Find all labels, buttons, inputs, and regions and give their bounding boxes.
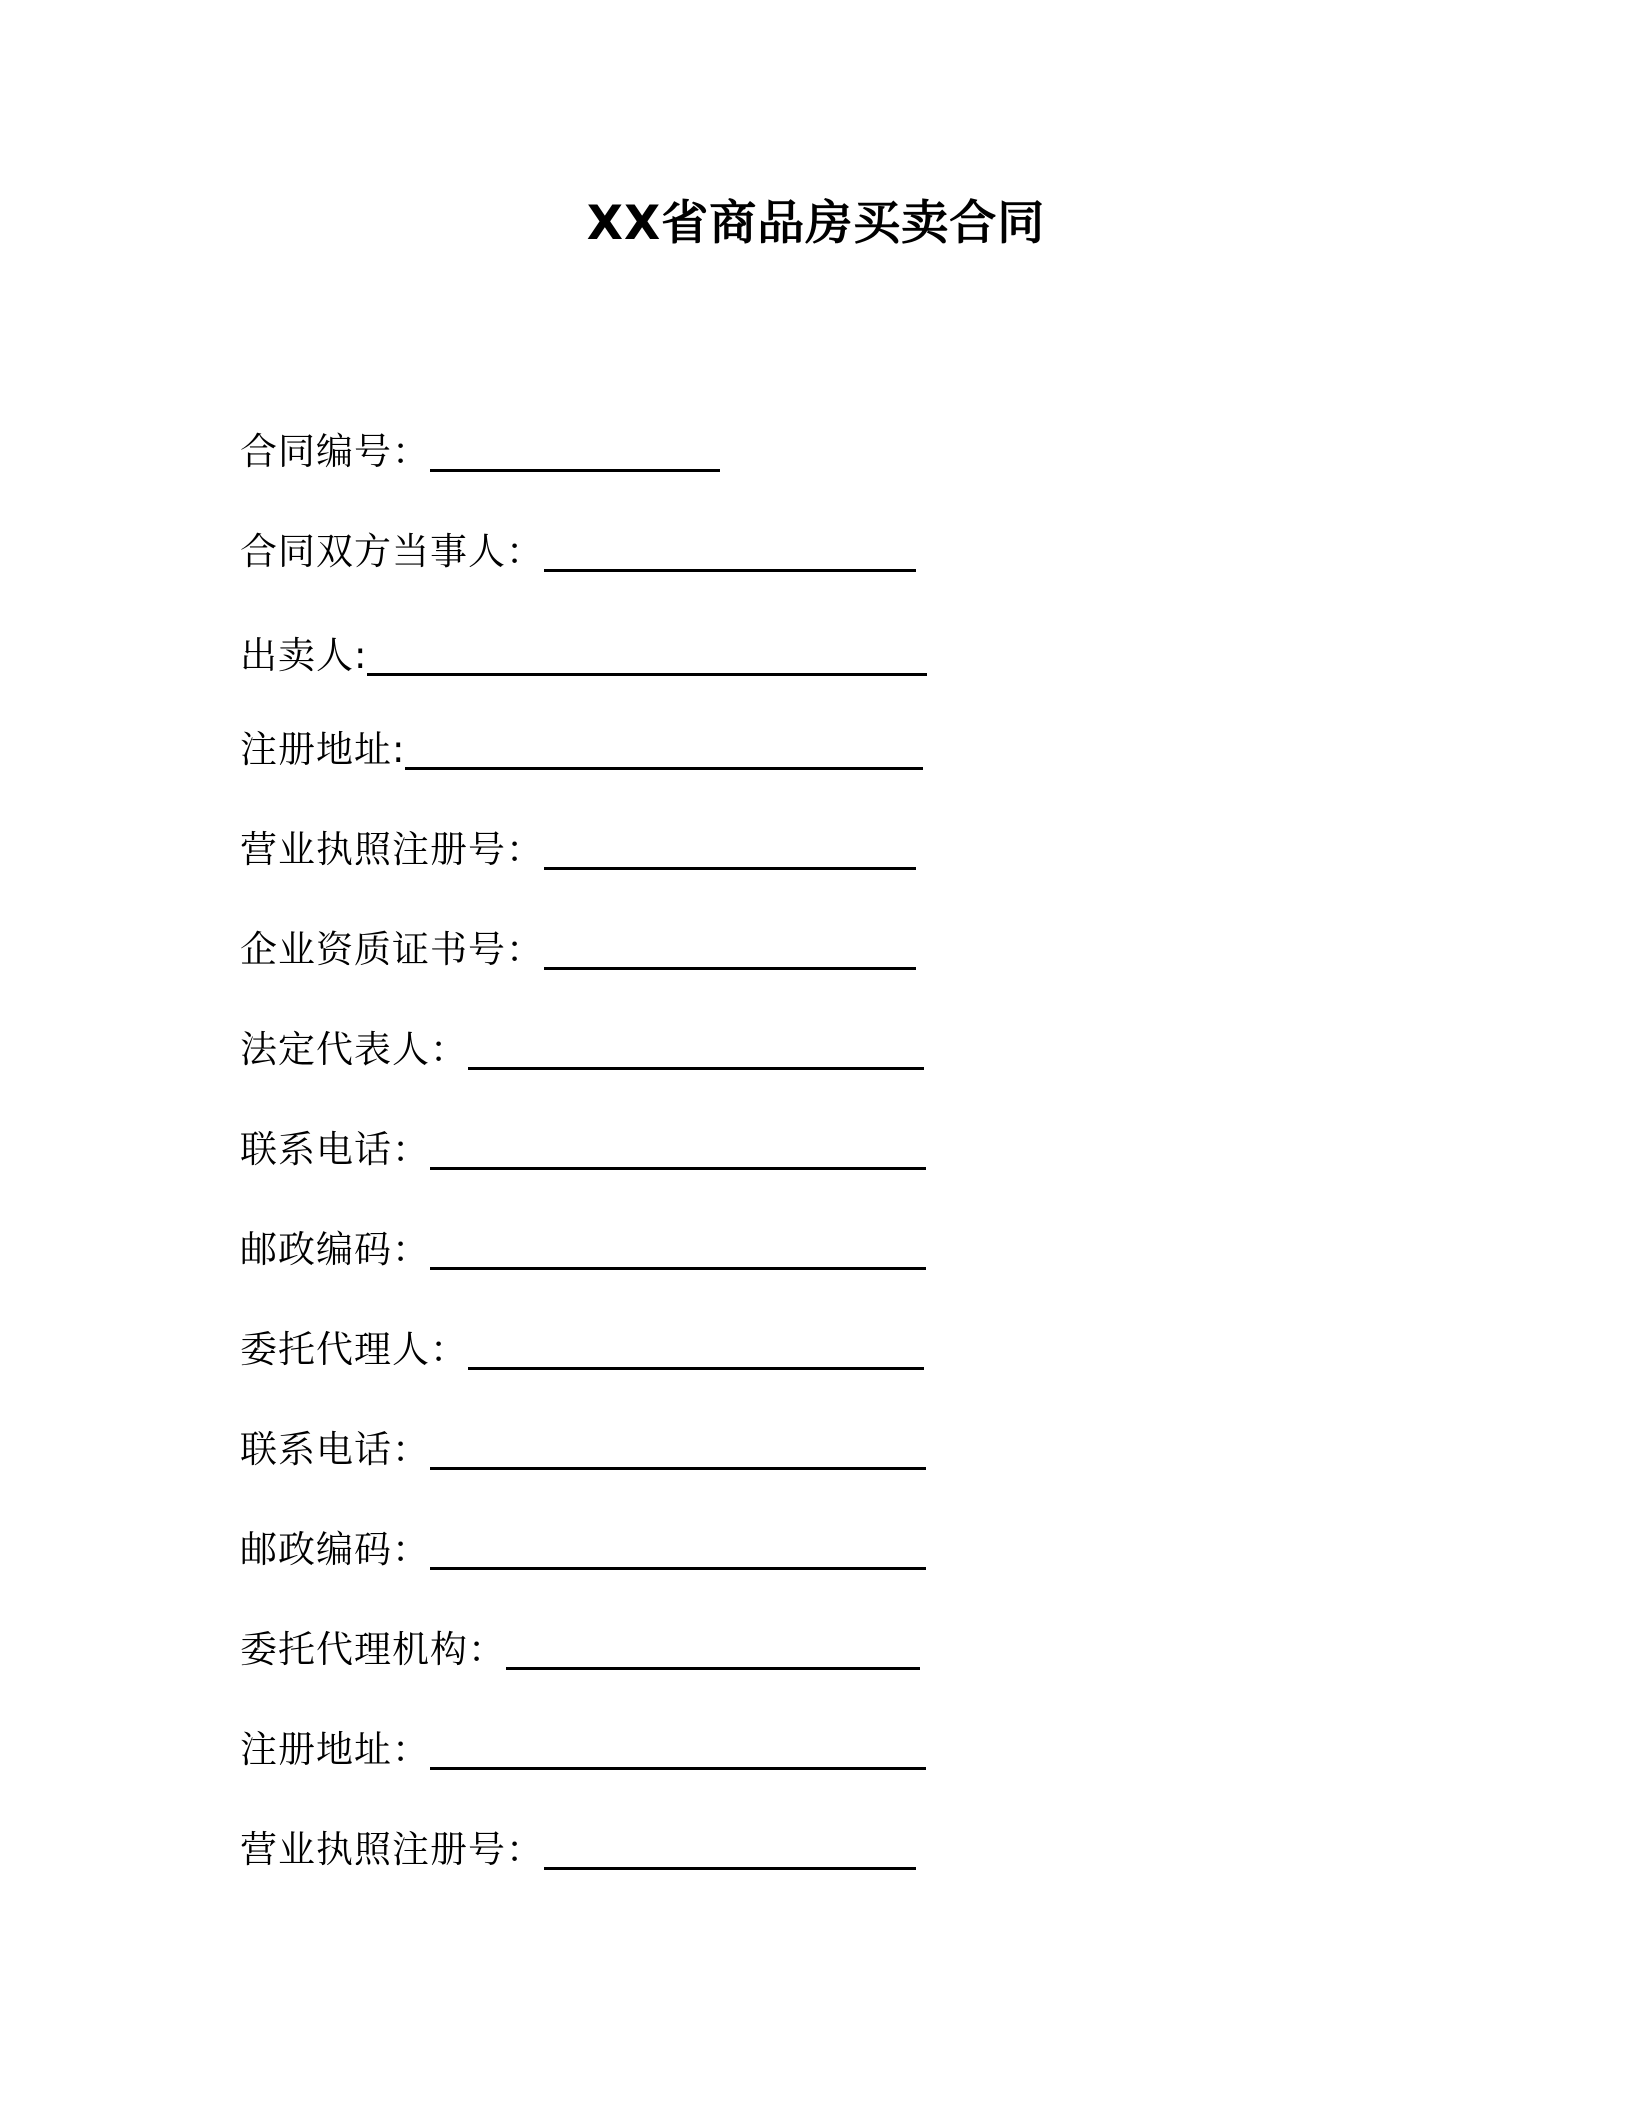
fill-in-blank[interactable] xyxy=(544,1865,916,1870)
fill-in-blank[interactable] xyxy=(544,965,916,970)
field-label: 出卖人: xyxy=(240,634,368,677)
field-label: 委托代理机构： xyxy=(240,1628,506,1671)
field-label: 注册地址： xyxy=(240,1728,430,1771)
field-phone[interactable] xyxy=(240,1118,926,1174)
field-label: 合同编号： xyxy=(240,430,430,473)
field-contract-number[interactable] xyxy=(240,420,720,476)
field-agency-license-number[interactable] xyxy=(240,1818,916,1874)
fill-in-blank[interactable] xyxy=(430,1765,926,1770)
fill-in-blank[interactable] xyxy=(468,1065,924,1070)
field-label: 联系电话： xyxy=(240,1128,430,1171)
fill-in-blank[interactable] xyxy=(367,671,927,676)
field-label: 联系电话： xyxy=(240,1428,430,1471)
field-seller[interactable] xyxy=(240,624,927,680)
fill-in-blank[interactable] xyxy=(544,865,916,870)
field-label: 营业执照注册号： xyxy=(240,828,544,871)
field-agency[interactable] xyxy=(240,1618,920,1674)
field-legal-representative[interactable] xyxy=(240,1018,924,1074)
field-label: 注册地址: xyxy=(240,728,406,771)
field-label: 法定代表人： xyxy=(240,1028,468,1071)
fill-in-blank[interactable] xyxy=(430,1565,926,1570)
fill-in-blank[interactable] xyxy=(430,1265,926,1270)
fill-in-blank[interactable] xyxy=(405,765,923,770)
field-agent-phone[interactable] xyxy=(240,1418,926,1474)
field-label: 合同双方当事人： xyxy=(240,530,544,573)
field-authorized-agent[interactable] xyxy=(240,1318,924,1374)
fill-in-blank[interactable] xyxy=(430,1165,926,1170)
field-contracting-parties[interactable] xyxy=(240,520,916,576)
fill-in-blank[interactable] xyxy=(544,567,916,572)
field-agent-postal-code[interactable] xyxy=(240,1518,926,1574)
field-agency-address[interactable] xyxy=(240,1718,926,1774)
field-registered-address[interactable] xyxy=(240,718,923,774)
field-label: 营业执照注册号： xyxy=(240,1828,544,1871)
field-label: 委托代理人： xyxy=(240,1328,468,1371)
field-label: 企业资质证书号： xyxy=(240,928,544,971)
document-title: XX省商品房买卖合同 xyxy=(586,196,1046,251)
fill-in-blank[interactable] xyxy=(468,1365,924,1370)
field-business-license-number[interactable] xyxy=(240,818,916,874)
field-label: 邮政编码： xyxy=(240,1528,430,1571)
field-qualification-certificate[interactable] xyxy=(240,918,916,974)
fill-in-blank[interactable] xyxy=(430,1465,926,1470)
fill-in-blank[interactable] xyxy=(506,1665,920,1670)
field-label: 邮政编码： xyxy=(240,1228,430,1271)
field-postal-code[interactable] xyxy=(240,1218,926,1274)
fill-in-blank[interactable] xyxy=(430,467,720,472)
